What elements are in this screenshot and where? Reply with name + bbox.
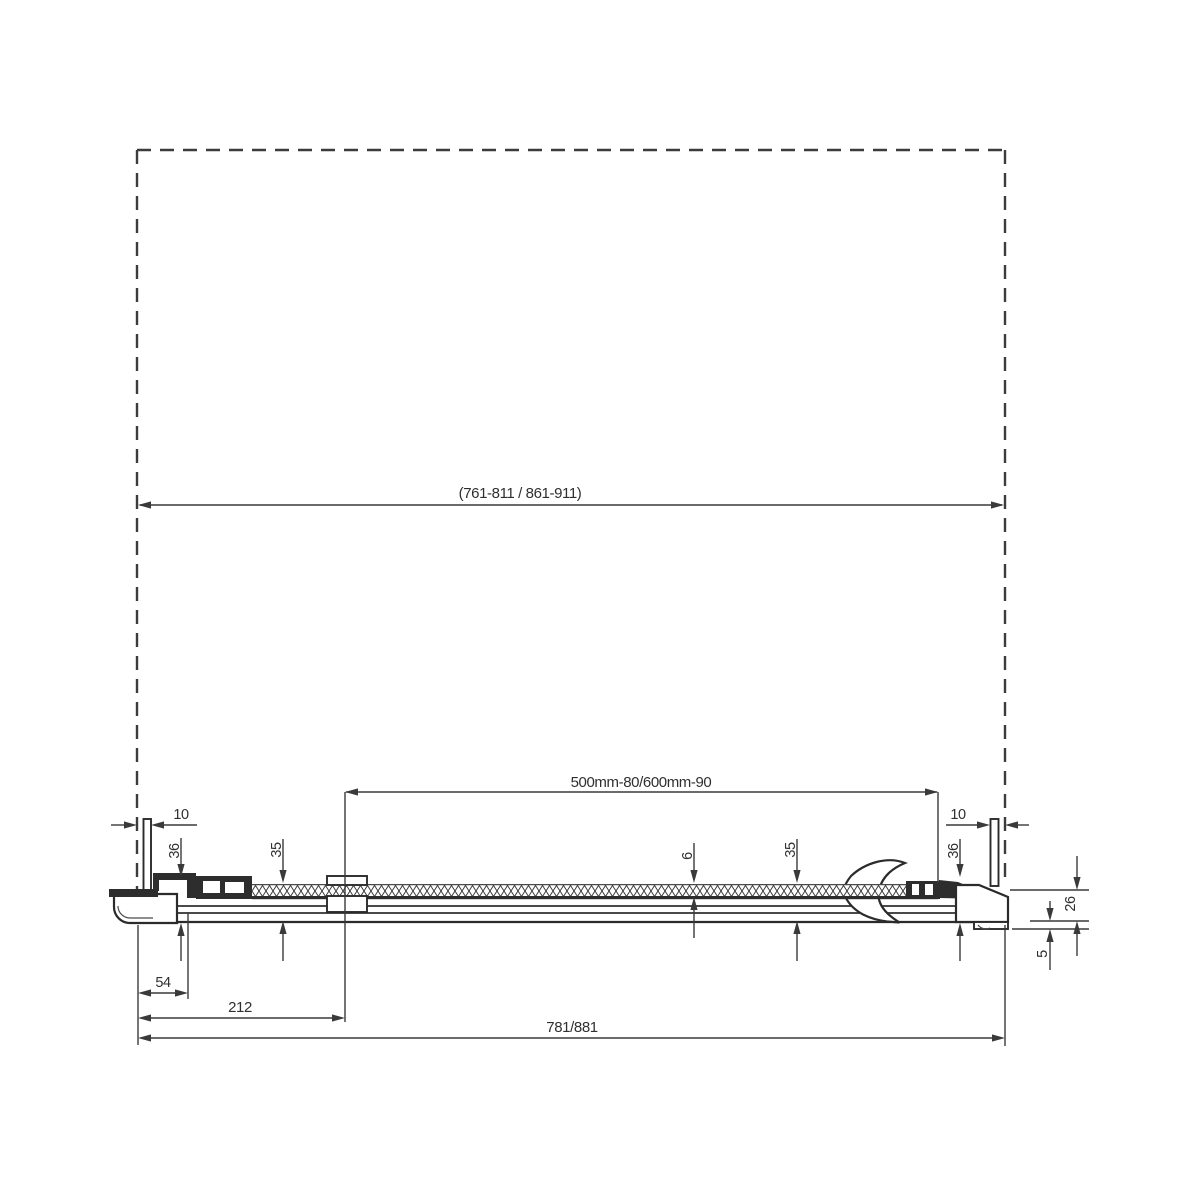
left-glass-depth-label: 35 bbox=[269, 842, 285, 858]
dimension-total-width bbox=[138, 1019, 1005, 1042]
dimension-profile-lip bbox=[1035, 901, 1054, 970]
wall-profile-width-label: 54 bbox=[155, 975, 171, 991]
dimension-right-glass-depth bbox=[783, 839, 801, 961]
arrow-right-icon bbox=[991, 501, 1004, 508]
right-profile-body bbox=[956, 885, 1008, 922]
profile-lip-label: 5 bbox=[1035, 950, 1051, 958]
dimension-profile-section bbox=[1063, 856, 1081, 956]
profile-section-label: 26 bbox=[1063, 896, 1079, 912]
right-glass-clamp bbox=[906, 881, 940, 899]
right-adjustment-label: 10 bbox=[950, 807, 966, 823]
connector-bottom-flange bbox=[327, 896, 367, 912]
glass-thickness-label: 6 bbox=[680, 852, 696, 860]
left-profile-seal bbox=[109, 889, 158, 897]
left-clamp-step bbox=[187, 878, 197, 898]
right-glass-depth-label: 35 bbox=[783, 842, 799, 858]
dimension-left-adjustment bbox=[111, 807, 197, 829]
enclosure-width-label: (761-811 / 861-911) bbox=[458, 485, 582, 502]
arrow-left-icon bbox=[138, 501, 151, 508]
left-adjustment-label: 10 bbox=[173, 807, 189, 823]
dimension-enclosure-width bbox=[138, 485, 1004, 509]
right-glass-clamp-slot-1 bbox=[912, 884, 919, 895]
left-glass-clamp-slot-1 bbox=[203, 881, 220, 893]
left-profile-depth-label: 36 bbox=[167, 843, 183, 859]
right-glass-clamp-slot-2 bbox=[925, 884, 933, 895]
right-wall-channel bbox=[991, 819, 999, 886]
arrow-left-icon bbox=[345, 788, 358, 795]
dimension-wall-profile-width bbox=[138, 975, 188, 997]
left-wall-channel bbox=[144, 819, 152, 891]
total-width-label: 781/881 bbox=[546, 1019, 598, 1036]
door-width-label: 500mm-80/600mm-90 bbox=[570, 774, 712, 791]
dimension-fixed-offset bbox=[138, 999, 345, 1022]
extension-lines bbox=[138, 792, 1089, 1046]
connector-top-flange bbox=[327, 876, 367, 885]
dimension-right-adjustment bbox=[946, 807, 1029, 829]
dimension-left-glass-depth bbox=[269, 839, 287, 961]
left-profile-body bbox=[114, 894, 177, 923]
left-glass-clamp-slot-2 bbox=[225, 882, 244, 893]
fixed-offset-label: 212 bbox=[228, 999, 252, 1016]
right-profile-depth-label: 36 bbox=[946, 843, 962, 859]
dimension-door-width bbox=[345, 774, 938, 796]
arrow-right-icon bbox=[925, 788, 938, 795]
